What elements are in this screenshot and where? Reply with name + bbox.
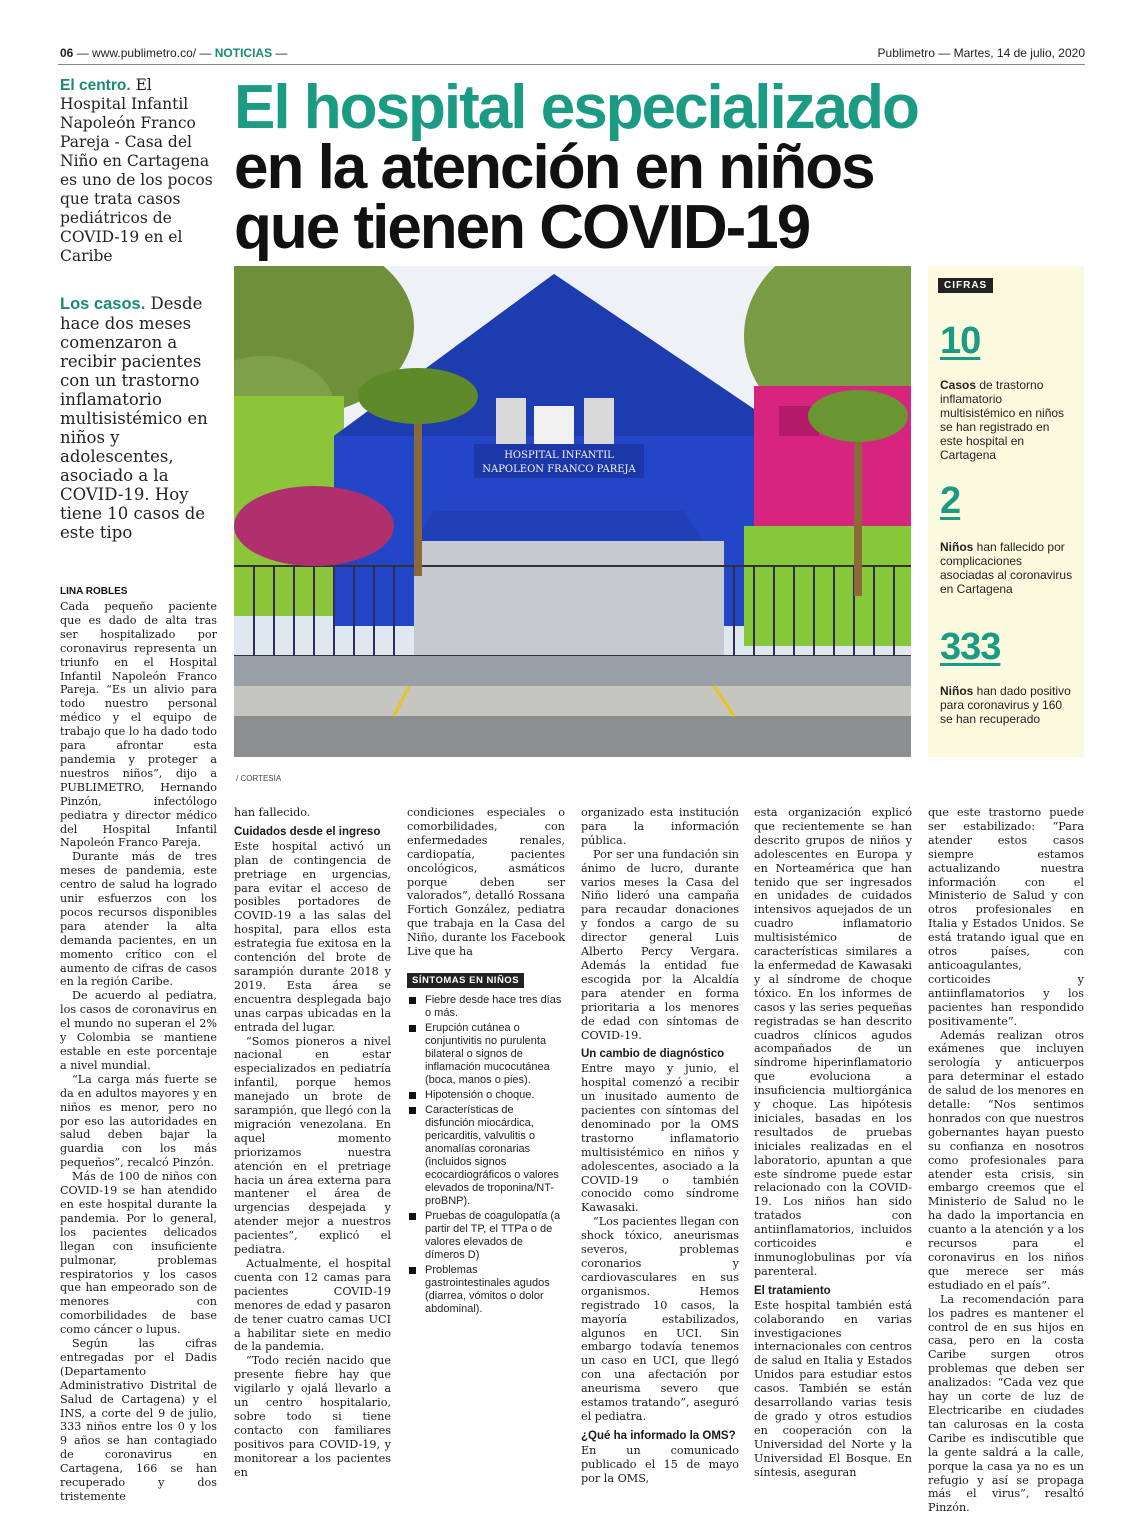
- paragraph: “Los pacientes llegan con shock tóxico, aneurismas severos, problemas coronarios y cardiovasculares en sus organismos. Hemos registrado 10 casos, la mayoría estabilizados, algunos en UCI. Sin embargo todavía tenemos un caso en UCI, que llegó con una afectación por aneurisma severo que estamos tratando”, aseguró el pediatra.: [581, 1215, 739, 1423]
- summary-casos: [60, 294, 220, 542]
- symptom-item: Erupción cutánea o conjuntivitis no purulenta bilateral o signos de inflamación mucocutánea (boca, manos o pies).: [407, 1022, 565, 1087]
- symptoms-tag: SÍNTOMAS EN NIÑOS: [407, 973, 524, 988]
- stat-bold: Casos: [940, 378, 977, 392]
- paragraph: esta organización explicó que recientemente se han descrito grupos de niños y adolescentes en Europa y en Norteamérica que han tenido que ser ingresados en unidades de cuidados intensivos aquejados de un cuadro inflamatorio multisistémico de características similares a la enfermedad de Kawasaki y al síndrome de choque tóxico. En los informes de casos y las series pequeñas registradas se han descrito cuadros clínicos agudos acompañados de un síndrome hiperinflamatorio que evoluciona a insuficiencia multiorgánica y choque. Las hipótesis iniciales, basadas en los resultados de pruebas iniciales realizadas en el laboratorio, apuntan a que este síndrome puede estar relacionado con la COVID-19. Los niños han sido tratados con antiinflamatorios, incluidos corticoides e inmunoglobulinas por vía parenteral.: [754, 806, 912, 1278]
- summary-casos-text: Desde hace dos meses comenzaron a recibir pacientes con un trastorno inflamatorio multisistémico en niños y adolescentes, asociado a la COVID-19. Hoy tiene 10 casos de este tipo: [60, 294, 208, 542]
- bullet-square-icon: [409, 997, 416, 1004]
- paragraph: “La carga más fuerte se da en adultos mayores y en niños es menor, pero no por eso las autoridades en salud deben bajar la guardia con los más pequeños”, recalcó Pinzón.: [60, 1072, 217, 1170]
- paragraph: Durante más de tres meses de pandemia, este centro de salud ha logrado unir esfuerzos con los pocos recursos disponibles para atender la alta demanda pacientes, en un momento crítico con el aumento de cifras de casos en la región Caribe.: [60, 850, 217, 989]
- stat-number: 333: [940, 626, 1001, 668]
- photo-credit: / CORTESÍA: [236, 774, 282, 783]
- subheading: ¿Qué ha informado la OMS?: [581, 1429, 736, 1442]
- headline-line-3: que tienen COVID-19: [234, 193, 810, 262]
- hospital-photo: [234, 266, 911, 757]
- article-column-2: [234, 806, 391, 1480]
- paragraph: Entre mayo y junio, el hospital comenzó a recibir un inusitado aumento de pacientes con síntomas del denominado por la OMS trastorno inflamatorio multisistémico en niños y adolescentes, asociado a la COVID-19 o también conocido como síndrome Kawasaki.: [581, 1062, 739, 1215]
- bullet-square-icon: [409, 1025, 416, 1032]
- symptom-item: Pruebas de coagulopatía (a partir del TP, el TTPa o de valores elevados de dímeros D): [407, 1210, 565, 1262]
- symptoms-box: [407, 968, 565, 1318]
- subheading: Cuidados desde el ingreso: [234, 825, 381, 838]
- paragraph: Además realizan otros exámenes que incluyen serología y anticuerpos para determinar el estado de salud de los menores en detalle: “Nos sentimos honrados con que nuestros gobernantes hayan puesto su confianza en nosotros como profesionales para atender esta crisis, sin embargo creemos que el Ministerio de Salud no le ha dado la importancia en cuanto a la atención y a los recursos para el coronavirus en los niños que merece ser más estudiado en el país”.: [928, 1028, 1084, 1292]
- stat-desc: de trastorno inflamatorio multisistémico en niños se han registrado en este hospital en Cartagena: [940, 378, 1065, 462]
- paragraph: Actualmente, el hospital cuenta con 12 camas para pacientes COVID-19 menores de edad y pasaron de tener cuatro camas UCI a habilitar siete en medio de la pandemia.: [234, 1257, 391, 1354]
- paragraph: han fallecido.: [234, 806, 311, 819]
- cifras-tag: CIFRAS: [938, 278, 993, 293]
- paragraph: De acuerdo al pediatra, los casos de coronavirus en el mundo no superan el 2% y Colombia se mantiene estable en este porcentaje a nivel mundial.: [60, 989, 217, 1072]
- stat-bold: Niños: [940, 684, 974, 698]
- paragraph: condiciones especiales o comorbilidades, con enfermedades renales, cardiopatía, pacientes oncológicos, asmáticos porque deben ser valorados”, detalló Rossana Fortich González, pediatra que trabaja en la Casa del Niño, durante los Facebook Live que ha: [407, 806, 565, 959]
- article-column-4: [581, 806, 739, 1486]
- hospital-sign-line-2: NAPOLEON FRANCO PAREJA: [482, 464, 636, 475]
- headline: [234, 73, 1034, 262]
- stat-text: [940, 684, 1075, 726]
- article-column-3: [407, 806, 565, 959]
- paragraph: “Todo recién nacido que presente fiebre hay que vigilarlo y ojalá llevarlo a un centro hospitalario, sobre todo si tiene contacto con familiares positivos para COVID-19, y monitorear a los pacientes en: [234, 1354, 391, 1479]
- paragraph: Por ser una fundación sin ánimo de lucro, durante varios meses la Casa del Niño lideró una campaña para recaudar donaciones y fondos a cargo de su director general Luis Alberto Percy Vergara. Además la entidad fue escogida por la Alcaldía para atender en forma prioritaria a los menores de edad con síntomas de COVID-19.: [581, 847, 739, 1042]
- section-name: NOTICIAS: [214, 46, 273, 60]
- stat-text: [940, 540, 1075, 596]
- bullet-square-icon: [409, 1107, 416, 1114]
- stat-desc: han dado positivo para coronavirus y 160 se han recuperado: [940, 684, 1071, 726]
- summary-centro: [60, 76, 220, 266]
- page-number: 06: [60, 46, 74, 60]
- paragraph: organizado esta institución para la información pública.: [581, 806, 739, 847]
- stat-text: [940, 378, 1075, 462]
- page-header-right: Publimetro — Martes, 14 de julio, 2020: [877, 46, 1085, 60]
- stat-desc: han fallecido por complicaciones asociadas al coronavirus en Cartagena: [940, 540, 1073, 596]
- bullet-square-icon: [409, 1267, 416, 1274]
- article-column-6: [928, 806, 1084, 1515]
- summary-centro-lead: El centro.: [60, 77, 131, 94]
- header-rule: [58, 64, 1085, 65]
- paragraph: que este trastorno puede ser estabilizado: “Para atender estos casos siempre estamos actualizando nuestra información con el Ministerio de Salud y con otros profesionales en Italia y Estados Unidos. Se está tratando igual que en otros países, con anticoagulantes, corticoides y antiinflamatorios y los pacientes han respondido positivamente”.: [928, 806, 1084, 1028]
- subheading: El tratamiento: [754, 1284, 831, 1297]
- symptom-item: Fiebre desde hace tres días o más.: [407, 994, 565, 1020]
- page-header-left: 06 — www.publimetro.co/ — NOTICIAS —: [60, 46, 288, 60]
- headline-line-2: en la atención en niños: [234, 133, 874, 202]
- byline: LINA ROBLES: [60, 586, 128, 597]
- paragraph: “Somos pioneros a nivel nacional en estar especializados en pediatría infantil, porque hemos manejado un brote de sarampión, que llegó con la migración venezolana. En aquel momento priorizamos nuestra atención en el pretriage hacia un área externa para mantener el área de urgencias despejada y atender mejor a nuestros pacientes”, explicó el pediatra.: [234, 1034, 391, 1257]
- paragraph: Más de 100 de niños con COVID-19 se han atendido en este hospital durante la pandemia. Por lo general, los pacientes delicados llegan con insuficiente pulmonar, problemas respiratorios y los casos que han empeorado son de menores con comorbilidades de base como cáncer o lupus.: [60, 1170, 217, 1337]
- paragraph: Este hospital también está colaborando en varias investigaciones internacionales con centros de salud en Italia y Estados Unidos para estudiar estos casos. También se están desarrollando varias tesis de grado y otros estudios en cooperación con la Universidad del Norte y la Universidad El Bosque. En síntesis, aseguran: [754, 1298, 912, 1479]
- stat-number: 10: [940, 320, 981, 362]
- summary-centro-text: El Hospital Infantil Napoleón Franco Pareja - Casa del Niño en Cartagena es uno de los pocos que trata casos pediátricos de COVID-19 en el Caribe: [60, 76, 213, 265]
- symptom-item: Características de disfunción miocárdica, pericarditis, valvulitis o anomalías coronarias (incluidos signos ecocardiográficos o valores elevados de troponina/NT-proBNP).: [407, 1104, 565, 1208]
- bullet-square-icon: [409, 1213, 416, 1220]
- headline-line-1: El hospital especializado: [234, 73, 918, 142]
- paragraph: Según las cifras entregadas por el Dadis (Departamento Administrativo Distrital de Salud de Cartagena) y el INS, a corte del 9 de julio, 333 niños entre los 0 y los 9 años se han contagiado de coronavirus en Cartagena, 166 se han recuperado y dos tristemente: [60, 1337, 217, 1503]
- stat-bold: Niños: [940, 540, 974, 554]
- paragraph: Cada pequeño paciente que es dado de alta tras ser hospitalizado por coronavirus representa un triunfo en el Hospital Infantil Napoleón Franco Pareja. “Es un alivio para todo nuestro personal médico y el equipo de trabajo que lo ha dado todo para afrontar esta pandemia y proteger a nuestros niños”, dijo a PUBLIMETRO, Hernando Pinzón, infectólogo pediatra y director médico del Hospital Infantil Napoleón Franco Pareja.: [60, 600, 217, 850]
- site-url[interactable]: www.publimetro.co/: [92, 46, 197, 60]
- summary-casos-lead: Los casos.: [60, 295, 146, 313]
- symptom-item: Hipotensión o choque.: [407, 1089, 565, 1102]
- paragraph: En un comunicado publicado el 15 de mayo por la OMS,: [581, 1443, 739, 1485]
- bullet-square-icon: [409, 1092, 416, 1099]
- symptoms-list: [407, 994, 565, 1316]
- article-column-1: [60, 600, 217, 1504]
- subheading: Un cambio de diagnóstico: [581, 1048, 725, 1061]
- article-column-5: [754, 806, 912, 1480]
- paragraph: La recomendación para los padres es mantener el control de en sus hijos en casa, pero en la costa Caribe surgen otros problemas que deben ser analizados: “Cada vez que hay un corte de luz de Electricaribe en ciudades tan calurosas en la costa Caribe es indiscutible que la gente saldrá a la calle, porque la casa ya no es un refugio y así se propaga más el virus”, resaltó Pinzón.: [928, 1292, 1084, 1515]
- symptom-item: Problemas gastrointestinales agudos (diarrea, vómitos o dolor abdominal).: [407, 1264, 565, 1316]
- hospital-sign-line-1: HOSPITAL INFANTIL: [504, 450, 614, 461]
- paragraph: Este hospital activó un plan de contingencia de pretriage en urgencias, para evitar el acceso de posibles portadores de COVID-19 a las salas del hospital, para ellos esta estrategia fue exitosa en la contención del brote de sarampión durante 2018 y 2019. Esta área se encuentra desplegada bajo unas carpas ubicadas en la entrada del lugar.: [234, 839, 391, 1034]
- stat-number: 2: [940, 480, 961, 522]
